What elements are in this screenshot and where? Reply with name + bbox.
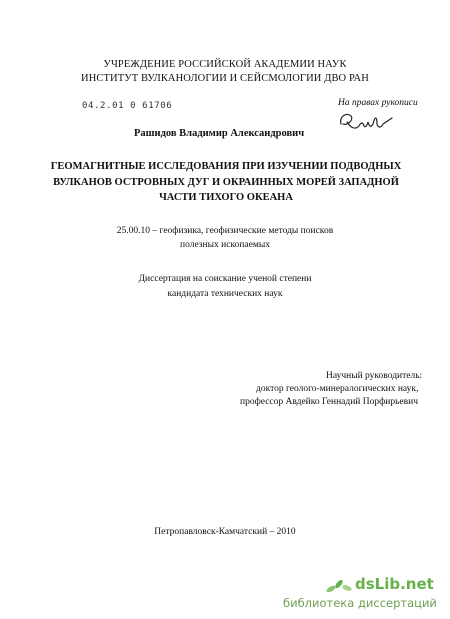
institution-line-1: УЧРЕЖДЕНИЕ РОССИЙСКОЙ АКАДЕМИИ НАУК — [103, 59, 347, 70]
watermark-subtitle: библиотека диссертаций — [283, 596, 437, 610]
city-year: Петропавловск-Камчатский – 2010 — [154, 527, 296, 537]
leaf-icon — [325, 577, 353, 595]
degree-line-2: кандидата технических наук — [167, 289, 283, 299]
author-name: Рашидов Владимир Александрович — [134, 128, 305, 139]
degree-line-1: Диссертация на соискание ученой степени — [138, 274, 312, 284]
supervisor-degree: доктор геолого-минералогических наук, — [256, 384, 419, 394]
archive-stamp: 04.2.01 0 61706 — [82, 101, 173, 111]
watermark-logo-text: dsLib.net — [355, 575, 434, 593]
supervisor-name: профессор Авдейко Геннадий Порфирьевич — [240, 397, 418, 407]
handwritten-signature — [337, 110, 397, 132]
institution-line-2: ИНСТИТУТ ВУЛКАНОЛОГИИ И СЕЙСМОЛОГИИ ДВО РАН — [81, 73, 369, 84]
specialty-line-1: 25.00.10 – геофизика, геофизические методы поисков — [116, 226, 334, 236]
supervisor-block — [240, 370, 440, 409]
dissertation-title — [40, 159, 412, 206]
supervisor-heading: Научный руководитель: — [326, 371, 423, 381]
manuscript-rights-label: На правах рукописи — [338, 98, 418, 108]
title-line-2: ВУЛКАНОВ ОСТРОВНЫХ ДУГ И ОКРАИННЫХ МОРЕЙ ЗАПАДНОЙ — [53, 176, 399, 188]
specialty-line-2: полезных ископаемых — [180, 240, 270, 250]
title-line-3: ЧАСТИ ТИХОГО ОКЕАНА — [159, 192, 293, 203]
title-line-1: ГЕОМАГНИТНЫЕ ИССЛЕДОВАНИЯ ПРИ ИЗУЧЕНИИ ПОДВОДНЫХ — [50, 161, 402, 172]
